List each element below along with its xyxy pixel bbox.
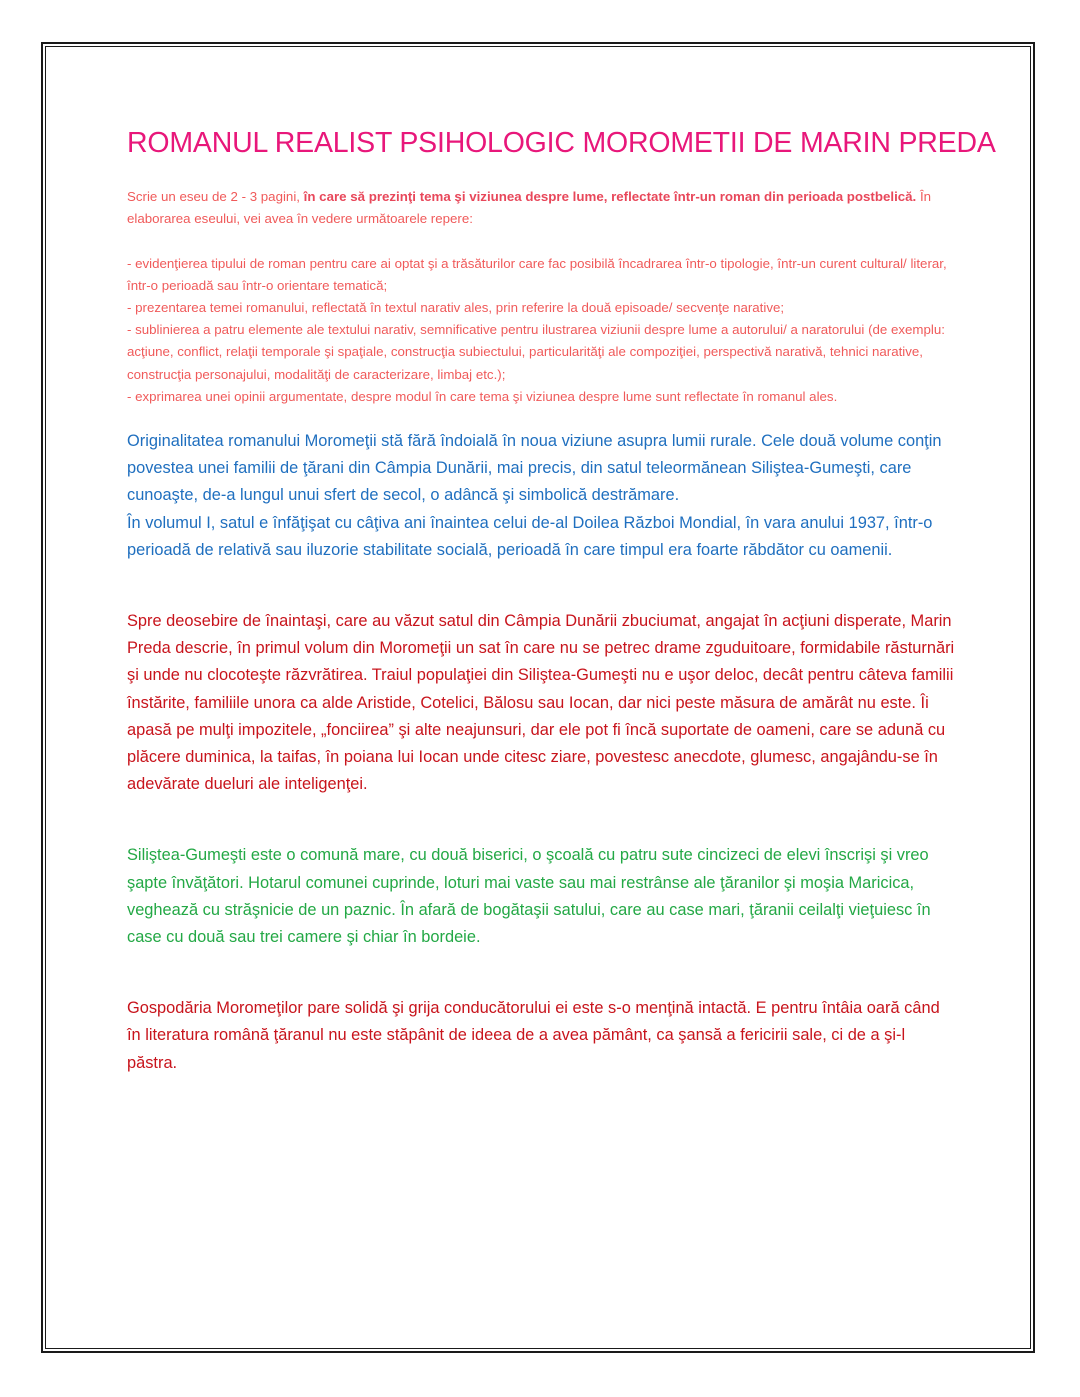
document-content [127, 126, 996, 1077]
requirement-item: - exprimarea unei opinii argumentate, despre modul în care tema şi viziunea despre lume sunt reflectate în romanul ales. [127, 388, 838, 404]
task-spacer [127, 231, 957, 253]
paragraph-red-household: Gospodăria Moromeţilor pare solidă şi grija conducătorului ei este s-o menţină intactă. E pentru întâia oară când în literatura română ţăranul nu este stăpânit de ideea de a avea pământ, ca şansă a fericirii sale, ci de a şi-l păstra. [127, 999, 940, 1072]
paragraph-blue-intro [127, 428, 957, 564]
paragraph-blue-first: Originalitatea romanului Moromeţii stă fără îndoială în noua viziune asupra lumii rurale. Cele două volume conţin povestea unei familii de ţărani din Câmpia Dunării, mai precis, din satul teleormănean Siliştea-Gumeşti, care cunoaşte, de-a lungul unui sfert de secol, o adâncă şi simbolică destrămare. [127, 432, 942, 505]
requirement-item: - prezentarea temei romanului, reflectată în textul narativ ales, prin referire la două episoade/ secvenţe narative; [127, 300, 785, 315]
task-intro [127, 186, 957, 230]
task-intro-bold: în care să prezinţi tema şi viziunea despre lume, reflectate într-un roman din perioada postbelică. [303, 189, 917, 205]
requirement-item: - evidenţierea tipului de roman pentru care ai optat şi a trăsăturilor care fac posibilă încadrarea într-o tipologie, într-un curent cultural/ literar, într-o perioadă sau într-o orientare tematică; [127, 255, 947, 293]
task-intro-plain: Scrie un eseu de 2 - 3 pagini, [127, 189, 304, 205]
document-title: ROMANUL REALIST PSIHOLOGIC MOROMETII DE MARIN PREDA [127, 127, 996, 159]
paragraph-green-commune: Siliştea-Gumeşti este o comună mare, cu două biserici, o şcoală cu patru sute cincizeci de elevi înscrişi şi vreo şapte învăţători. Hotarul comunei cuprinde, loturi mai vaste sau mai restrânse ale ţăranilor şi moşia Maricica, veghează cu străşnicie de un paznic. În afară de bogătaşii satului, care au case mari, ţăranii ceilalţi vieţuiesc în case cu două sau trei camere şi chiar în bordeie. [127, 846, 931, 947]
paragraph-red-village: Spre deosebire de înaintaşi, care au văzut satul din Câmpia Dunării zbuciumat, angajat în acţiuni disperate, Marin Preda descrie, în primul volum din Moromeţii un sat în care nu se petrec drame zguduitoare, formidabile răsturnări şi unde nu clocoteşte răzvrătirea. Traiul populaţiei din Siliştea-Gumeşti nu e uşor deloc, decât pentru câteva familii înstărite, familiile unora ca alde Aristide, Cotelici, Bălosu sau Iocan, dar nici peste măsura de amărât nu este. Îi apasă pe mulţi impozitele, „fonciirea” şi alte neajunsuri, dar ele pot fi încă suportate de oameni, care se adună cu plăcere duminica, la taifas, în poiana lui Iocan unde citesc ziare, povestesc anecdote, glumesc, angajându-se în adevărate dueluri ale inteligenţei. [127, 612, 955, 794]
task-instructions [127, 186, 957, 408]
paragraph-blue-second: În volumul I, satul e înfăţişat cu câţiva ani înaintea celui de-al Doilea Război Mondial, în vara anului 1937, într-o perioadă de relativă sau iluzorie stabilitate socială, perioadă în care timpul era foarte răbdător cu oamenii. [127, 513, 933, 559]
requirement-item: - sublinierea a patru elemente ale textului narativ, semnificative pentru ilustrarea viziunii despre lume a autorului/ a naratorului (de exemplu: acţiune, conflict, relaţii temporale şi spaţiale, construcţia subiectului, particularităţi ale compoziţiei, perspectivă narativă, tehnici narative, construcţia personajului, modalităţi de caracterizare, limbaj etc.); [127, 322, 945, 382]
task-intro-tail: În elaborarea eseului, vei avea în vedere următoarele repere: [127, 189, 932, 227]
